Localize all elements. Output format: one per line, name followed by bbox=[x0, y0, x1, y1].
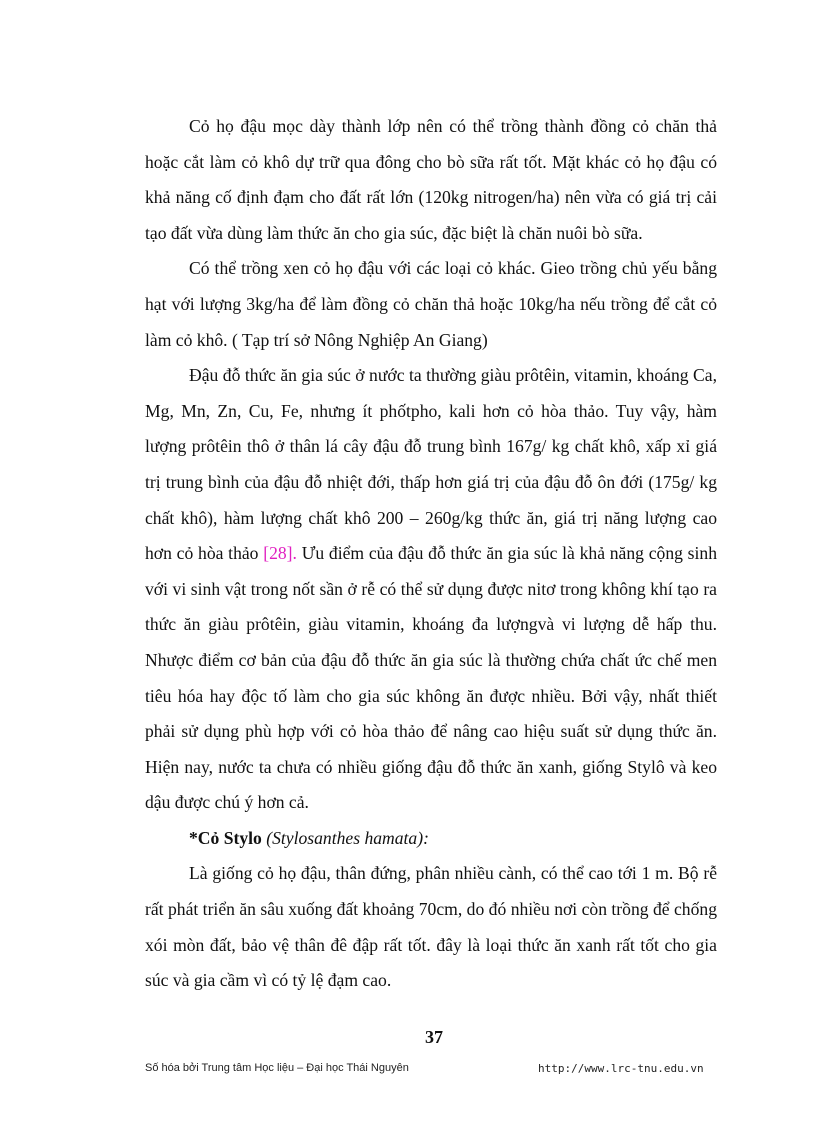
heading-title: *Cỏ Stylo bbox=[189, 827, 262, 848]
paragraph-3 bbox=[145, 358, 717, 821]
heading-scientific-name: (Stylosanthes hamata): bbox=[261, 827, 429, 848]
footer-url: http://www.lrc-tnu.edu.vn bbox=[538, 1062, 704, 1075]
body-text bbox=[145, 109, 717, 999]
paragraph-3-text-a: Đậu đỗ thức ăn gia súc ở nước ta thường giàu prôtêin, vitamin, khoáng Ca, Mg, Mn, Zn, Cu, Fe, nhưng ít phốtpho, kali hơn cỏ hòa thảo. Tuy vậy, hàm lượng prôtêin thô ở thân lá cây đậu đỗ trung bình 167g/ kg chất khô, xấp xỉ giá trị trung bình của đậu đỗ nhiệt đới, thấp hơn giá trị của đậu đỗ ôn đới (175g/ kg chất khô), hàm lượng chất khô 200 – 260g/kg thức ăn, giá trị năng lượng cao hơn cỏ hòa thảo bbox=[145, 365, 717, 564]
page-number: 37 bbox=[425, 1027, 443, 1047]
citation-link: [28]. bbox=[263, 543, 297, 564]
paragraph-3-text-b: Ưu điểm của đậu đỗ thức ăn gia súc là khả năng cộng sinh với vi sinh vật trong nốt sần ở rễ có thể sử dụng được nitơ trong không khí tạo ra thức ăn giàu prôtêin, giàu vitamin, khoáng đa lượngvà vi lượng dễ hấp thu. Nhược điểm cơ bản của đậu đỗ thức ăn gia súc là thường chứa chất ức chế men tiêu hóa hay độc tố làm cho gia súc không ăn được nhiều. Bởi vậy, nhất thiết phải sử dụng phù hợp với cỏ hòa thảo để nâng cao hiệu suất sử dụng thức ăn. Hiện nay, nước ta chưa có nhiều giống đậu đỗ thức ăn xanh, giống Stylô và keo dậu được chú ý hơn cả. bbox=[145, 543, 717, 813]
paragraph-1: Cỏ họ đậu mọc dày thành lớp nên có thể trồng thành đồng cỏ chăn thả hoặc cắt làm cỏ khô dự trữ qua đông cho bò sữa rất tốt. Mặt khác cỏ họ đậu có khả năng cố định đạm cho đất rất lớn (120kg nitrogen/ha) nên vừa có giá trị cải tạo đất vừa dùng làm thức ăn cho gia súc, đặc biệt là chăn nuôi bò sữa. bbox=[145, 116, 717, 243]
paragraph-2: Có thể trồng xen cỏ họ đậu với các loại cỏ khác. Gieo trồng chủ yếu bằng hạt với lượng 3kg/ha để làm đồng cỏ chăn thả hoặc 10kg/ha nếu trồng để cắt cỏ làm cỏ khô. ( Tạp trí sở Nông Nghiệp An Giang) bbox=[145, 258, 717, 350]
paragraph-last: Là giống cỏ họ đậu, thân đứng, phân nhiều cành, có thể cao tới 1 m. Bộ rễ rất phát triển ăn sâu xuống đất khoảng 70cm, do đó nhiều nơi còn trồng để chống xói mòn đất, bảo vệ thân đê đập rất tốt. đây là loại thức ăn xanh rất tốt cho gia súc và gia cầm vì có tỷ lệ đạm cao. bbox=[145, 863, 717, 991]
section-heading bbox=[145, 821, 717, 857]
footer-source: Số hóa bởi Trung tâm Học liệu – Đại học Thái Nguyên bbox=[145, 1062, 409, 1074]
